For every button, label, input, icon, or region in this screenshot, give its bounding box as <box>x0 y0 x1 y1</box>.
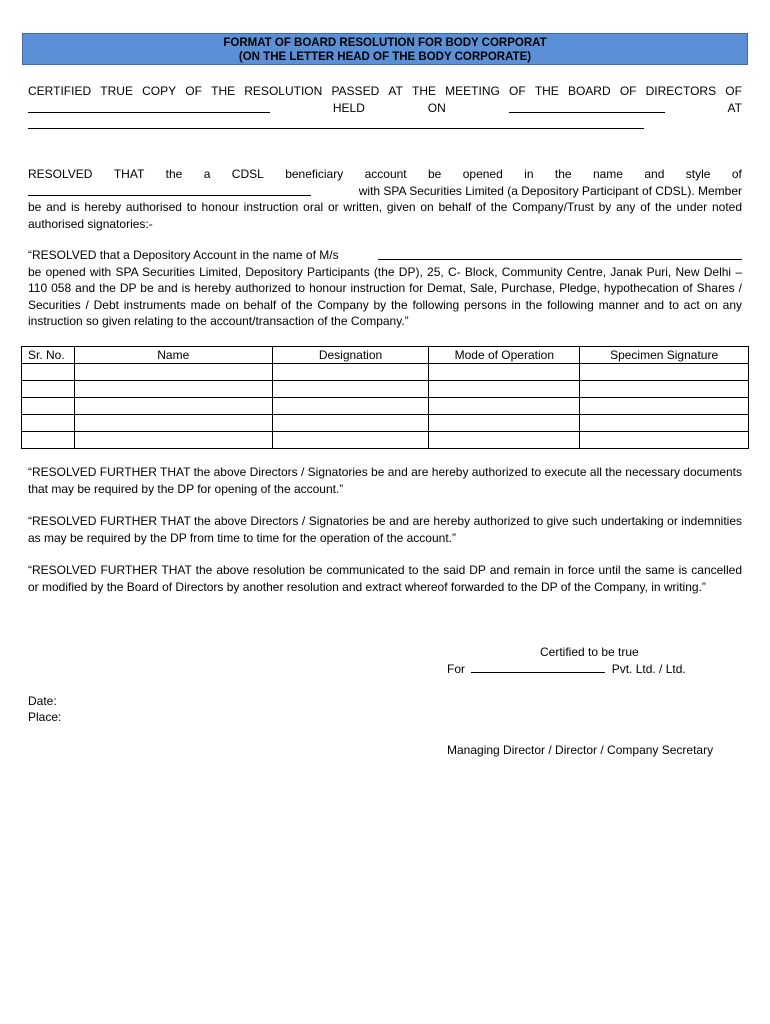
on-label: ON <box>427 100 446 115</box>
certified-word: OF <box>508 84 526 98</box>
certified-word: PASSED <box>331 84 380 98</box>
meeting-held-on-blank[interactable] <box>509 100 665 113</box>
resolved1-word: of <box>731 167 742 181</box>
table-cell[interactable] <box>74 432 272 449</box>
certified-word: AT <box>388 84 403 98</box>
resolved-paragraph-2 <box>28 247 742 330</box>
resolved-paragraph-2-rest: be opened with SPA Securities Limited, Depository Participants (the DP), 25, C- Block, Community Centre, Janak Puri, New Delhi – 110 058 and the DP be and is hereby authorized to honour instruction for Demat, Sale, Purchase, Pledge, hypothecation of Shares / Securities / Debt instruments made on behalf of the Company by the following persons in the following manner and to act on any instruction so given relating to the account/transaction of the Company.” <box>28 264 742 328</box>
resolved-first-line <box>28 166 742 183</box>
table-cell[interactable] <box>580 364 749 381</box>
company-suffix: Pvt. Ltd. / Ltd. <box>611 662 686 676</box>
certified-venue-line <box>28 116 742 133</box>
table-cell[interactable] <box>272 398 429 415</box>
certified-word: THE <box>211 84 236 98</box>
resolved-paragraph-1-rest: be and is hereby authorised to honour instruction oral or written, given on behalf of the Company/Trust by any of the under noted authorised signatories:- <box>28 200 742 231</box>
certified-word: RESOLUTION <box>244 84 323 98</box>
table-cell[interactable] <box>580 398 749 415</box>
table-cell[interactable] <box>429 364 580 381</box>
table-row <box>22 415 749 432</box>
resolved1-word: style <box>685 167 711 181</box>
resolved1-word: and <box>644 167 665 181</box>
resolved1-word: opened <box>462 167 503 181</box>
certified-word: OF <box>185 84 202 98</box>
document-subtitle: (ON THE LETTER HEAD OF THE BODY CORPORATE) <box>238 51 532 63</box>
certified-word: COPY <box>142 84 177 98</box>
resolved-name-line <box>28 183 742 200</box>
company-blank[interactable] <box>471 660 605 673</box>
certified-word: TRUE <box>100 84 133 98</box>
table-row <box>22 364 749 381</box>
at-label: AT <box>727 100 742 115</box>
further-resolution-1: “RESOLVED FURTHER THAT the above Directors / Signatories be and are hereby authorized to execute all the necessary documents that may be required by the DP for opening of the account.” <box>28 465 742 496</box>
table-cell[interactable] <box>429 415 580 432</box>
certified-line <box>28 83 742 100</box>
certified-held-line <box>28 100 742 117</box>
resolved1-word: beneficiary <box>285 167 344 181</box>
col-sr-no: Sr. No. <box>22 347 75 364</box>
col-name: Name <box>74 347 272 364</box>
table-cell[interactable] <box>74 381 272 398</box>
for-company-line <box>447 660 686 678</box>
certified-word: THE <box>412 84 436 98</box>
table-cell[interactable] <box>429 432 580 449</box>
table-row <box>22 381 749 398</box>
resolved-2-line1: “RESOLVED that a Depository Account in the name of M/s <box>28 248 339 262</box>
resolved-2-first-line <box>28 247 742 264</box>
document-title: FORMAT OF BOARD RESOLUTION FOR BODY CORPORAT <box>223 37 547 49</box>
col-specimen-signature: Specimen Signature <box>580 347 749 364</box>
held-label: HELD <box>332 100 365 115</box>
col-designation: Designation <box>272 347 429 364</box>
table-header-row <box>22 347 749 364</box>
for-label: For <box>447 662 465 676</box>
table-row <box>22 398 749 415</box>
title-banner <box>22 33 748 65</box>
table-cell[interactable] <box>22 432 75 449</box>
table-cell[interactable] <box>74 364 272 381</box>
table-cell[interactable] <box>272 432 429 449</box>
certified-word: DIRECTORS <box>645 84 717 98</box>
meeting-venue-blank[interactable] <box>28 116 644 129</box>
table-cell[interactable] <box>580 432 749 449</box>
certified-word: BOARD <box>567 84 611 98</box>
table-cell[interactable] <box>74 398 272 415</box>
table-cell[interactable] <box>580 381 749 398</box>
table-cell[interactable] <box>272 381 429 398</box>
table-cell[interactable] <box>272 415 429 432</box>
table-cell[interactable] <box>22 398 75 415</box>
table-cell[interactable] <box>429 398 580 415</box>
signatory-designation: Managing Director / Director / Company Secretary <box>447 743 714 757</box>
table-cell[interactable] <box>272 364 429 381</box>
resolved1-word: RESOLVED <box>28 167 93 181</box>
certified-word: MEETING <box>445 84 500 98</box>
certified-paragraph <box>28 83 742 133</box>
resolved1-word: the <box>165 167 183 181</box>
further-resolution-2: “RESOLVED FURTHER THAT the above Directors / Signatories be and are hereby authorized to give such undertaking or indemnities as may be required by the DP from time to time for the operation of the account.” <box>28 514 742 545</box>
table-row <box>22 432 749 449</box>
resolved1-word: be <box>428 167 442 181</box>
certified-word: OF <box>619 84 637 98</box>
table-cell[interactable] <box>22 381 75 398</box>
col-mode-of-operation: Mode of Operation <box>429 347 580 364</box>
resolved1-word: THAT <box>113 167 145 181</box>
signatories-table <box>21 346 749 449</box>
certified-word: THE <box>534 84 559 98</box>
resolved1-word: a <box>203 167 211 181</box>
resolved1-word: account <box>364 167 407 181</box>
table-cell[interactable] <box>22 415 75 432</box>
further-resolution-3: “RESOLVED FURTHER THAT the above resolution be communicated to the said DP and remain in force until the same is cancelled or modified by the Board of Directors by another resolution and extract whereof forwarded to the DP of the Company, in writing.” <box>28 563 742 594</box>
resolved-paragraph-1 <box>28 166 742 232</box>
certified-word: OF <box>725 84 742 98</box>
date-label: Date: <box>28 694 57 708</box>
place-label: Place: <box>28 710 62 724</box>
account-name-blank[interactable] <box>28 183 311 196</box>
resolved-line2-text: with SPA Securities Limited (a Depository Participant of CDSL). Member <box>358 183 742 198</box>
table-cell[interactable] <box>22 364 75 381</box>
resolved1-word: name <box>592 167 623 181</box>
certified-word: CERTIFIED <box>28 84 92 98</box>
resolved1-word: in <box>524 167 534 181</box>
resolved1-word: CDSL <box>231 167 264 181</box>
resolved1-word: the <box>554 167 572 181</box>
table-cell[interactable] <box>429 381 580 398</box>
table-cell[interactable] <box>580 415 749 432</box>
company-name-blank[interactable] <box>378 247 742 260</box>
certified-true-label: Certified to be true <box>540 645 639 659</box>
table-cell[interactable] <box>74 415 272 432</box>
meeting-date-blank[interactable] <box>28 100 270 113</box>
